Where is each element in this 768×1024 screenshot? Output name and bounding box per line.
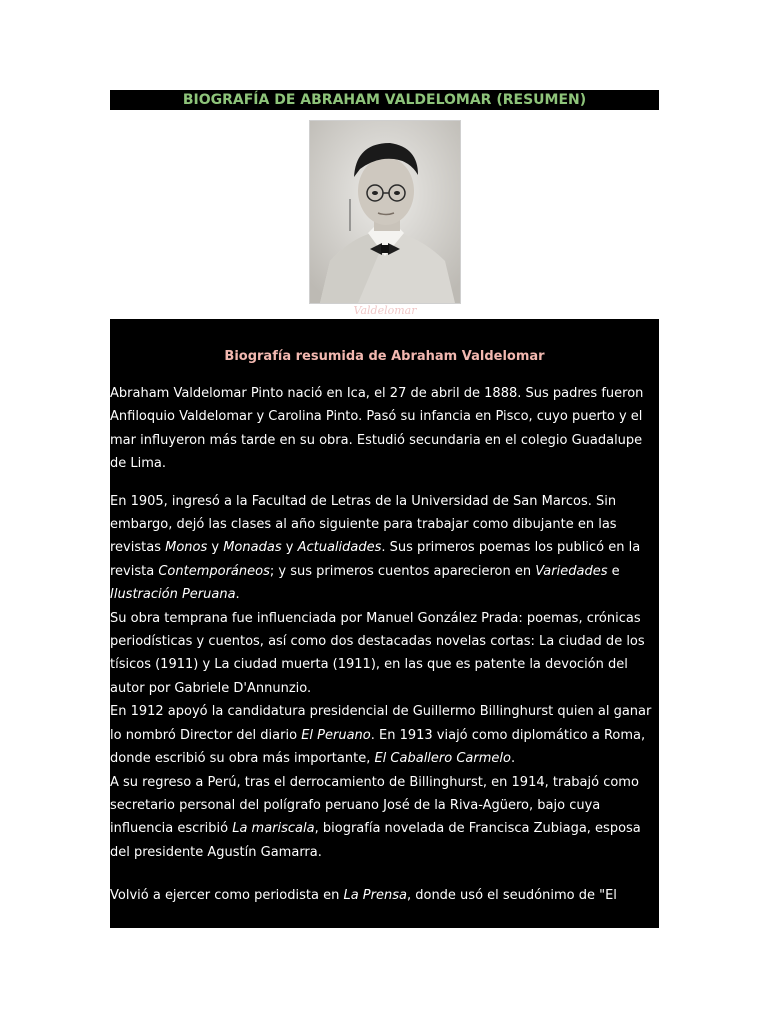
paragraph-3: Su obra temprana fue influenciada por Manuel González Prada: poemas, crónicas periodísticas y cuentos, así como dos destacadas novelas cortas: La ciudad de los tísicos (1911) y La ciudad muerta (1911), en las que es patente la devoción del autor por Gabriele D'Annunzio. [110, 610, 645, 696]
page-title: BIOGRAFÍA DE ABRAHAM VALDELOMAR (RESUMEN) [110, 90, 659, 110]
article-subtitle: Biografía resumida de Abraham Valdelomar [224, 349, 545, 364]
paragraph-4: En 1912 apoyó la candidatura presidencial de Guillermo Billinghurst quien al ganar lo nombró Director del diario El Peruano. En 1913 viajó como diplomático a Roma, donde escribió su obra más importante, El Caballero Carmelo. [110, 704, 652, 767]
paragraph-5: A su regreso a Perú, tras el derrocamiento de Billinghurst, en 1914, trabajó como secretario personal del polígrafo peruano José de la Riva-Agüero, bajo cuya influencia escribió La mariscala, biografía novelada de Francisca Zubiaga, esposa del presidente Agustín Gamarra. [110, 774, 641, 860]
portrait-photo [309, 120, 461, 304]
paragraph-6: Volvió a ejercer como periodista en La Prensa, donde usó el seudónimo de "El [110, 888, 617, 904]
paragraph-2: En 1905, ingresó a la Facultad de Letras de la Universidad de San Marcos. Sin embargo, dejó las clases al año siguiente para trabajar como dibujante en las revistas Monos y Monadas y Actualidades. Sus primeros poemas los publicó en la revista Contemporáneos; y sus primeros cuentos aparecieron en Variedades e Ilustración Peruana. [110, 493, 641, 603]
portrait-illustration [310, 121, 460, 303]
paragraph-1: Abraham Valdelomar Pinto nació en Ica, el 27 de abril de 1888. Sus padres fueron Anfiloquio Valdelomar y Carolina Pinto. Pasó su infancia en Pisco, cuyo puerto y el mar influyeron más tarde en su obra. Estudió secundaria en el colegio Guadalupe de Lima. [110, 386, 644, 472]
article-body [110, 319, 659, 928]
photo-caption: Valdelomar [353, 304, 417, 317]
